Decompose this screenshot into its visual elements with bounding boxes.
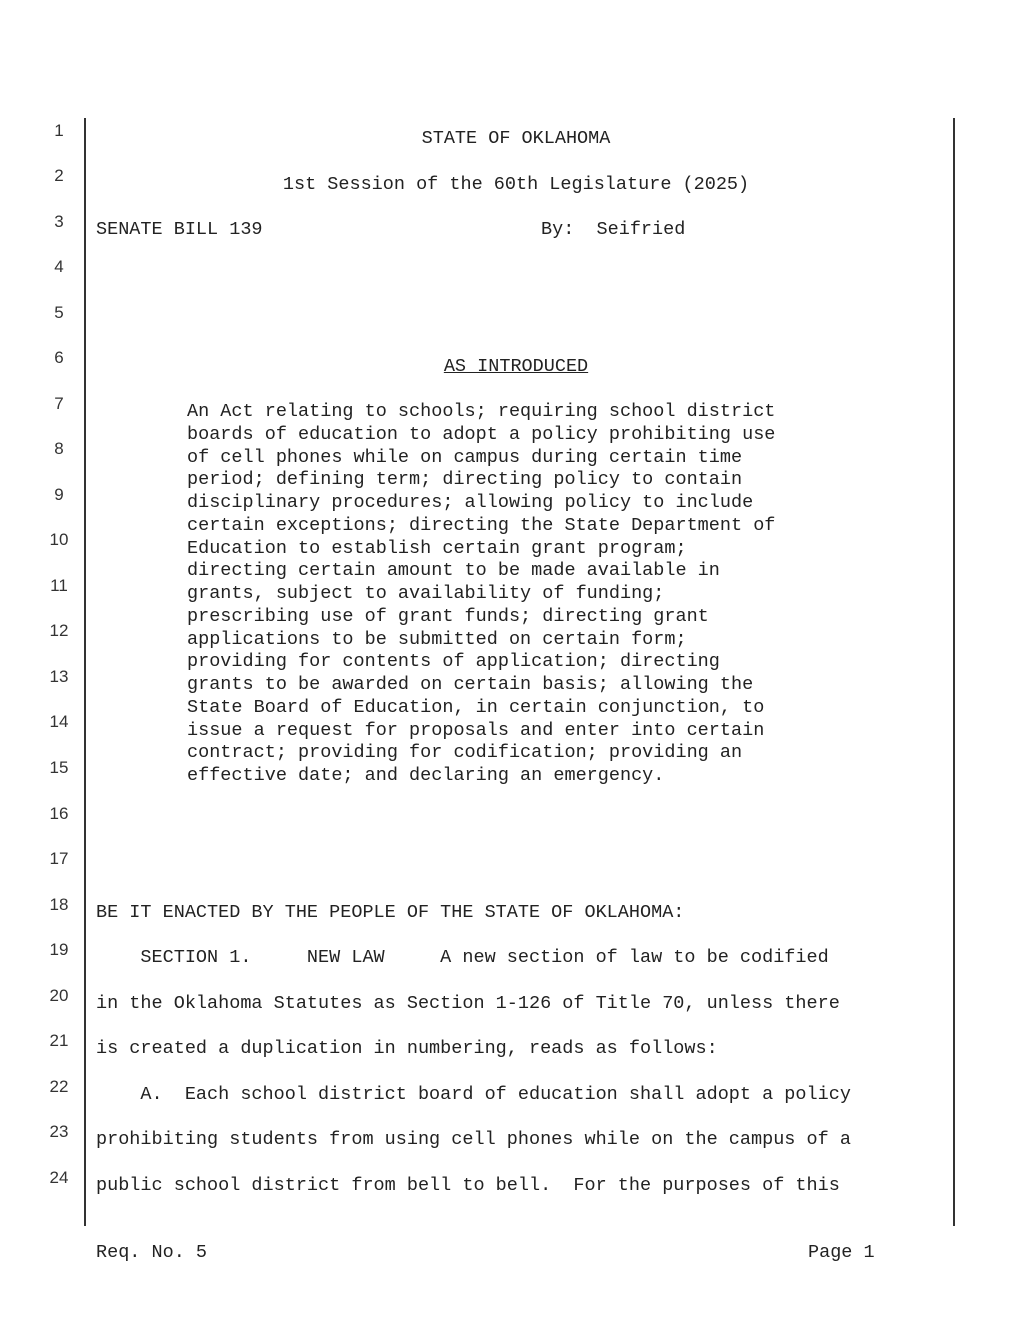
line-number: 22 [49,1077,69,1096]
line-number: 11 [50,576,68,595]
act-title-line: prescribing use of grant funds; directing grant [187,605,709,627]
act-title-line: grants to be awarded on certain basis; allowing the [187,674,754,695]
act-title-line: boards of education to adopt a policy prohibiting use [187,423,776,445]
body-line: SECTION 1. NEW LAW A new section of law to be codified [96,947,829,968]
session-heading: 1st Session of the 60th Legislature (2025) [282,174,750,195]
line-number: 3 [54,212,64,231]
line-number: 24 [49,1168,69,1187]
line-number: 14 [49,712,69,731]
line-number: 20 [49,986,69,1005]
act-title-line: State Board of Education, in certain conjunction, to [187,696,765,718]
left-margin-rule [84,118,86,1226]
body-line: public school district from bell to bell. For the purposes of this [96,1175,840,1196]
state-heading: STATE OF OKLAHOMA [421,128,611,149]
line-number: 5 [54,303,64,322]
act-title-line: period; defining term; directing policy to contain [187,469,743,491]
body-line: prohibiting students from using cell phones while on the campus of a [96,1129,851,1150]
act-title-line: providing for contents of application; directing [187,651,720,673]
act-title-line: disciplinary procedures; allowing policy to include [187,492,754,513]
line-number: 13 [49,667,69,686]
act-title-line: effective date; and declaring an emergency. [187,765,665,786]
page-number: Page 1 [808,1242,875,1263]
line-number: 15 [49,758,69,777]
line-number: 1 [54,121,64,140]
line-number: 18 [49,895,69,914]
act-title-line: contract; providing for codification; providing an [187,742,743,764]
line-number: 19 [49,940,69,959]
line-number: 21 [49,1031,69,1050]
body-line: is created a duplication in numbering, reads as follows: [96,1038,718,1059]
line-number: 16 [49,804,69,823]
line-number: 4 [54,257,64,276]
line-number: 12 [49,621,69,640]
act-title-line: grants, subject to availability of funding; [187,583,665,604]
line-number: 6 [54,348,64,367]
line-number: 17 [49,849,69,868]
line-number: 7 [54,394,64,413]
line-number: 23 [49,1122,69,1141]
body-line: A. Each school district board of education shall adopt a policy [96,1084,851,1105]
act-title-line: An Act relating to schools; requiring school district [187,401,776,422]
bill-number: SENATE BILL 139 [96,219,263,240]
body-line: in the Oklahoma Statutes as Section 1-126 of Title 70, unless there [96,993,840,1014]
act-title-line: Education to establish certain grant program; [187,537,687,559]
bill-status-label: AS INTRODUCED [443,356,589,377]
line-number: 8 [54,439,64,458]
bill-status [96,356,936,378]
bill-author: By: Seifried [541,219,686,240]
enacting-clause: BE IT ENACTED BY THE PEOPLE OF THE STATE OF OKLAHOMA: [96,902,685,923]
line-number: 10 [49,530,69,549]
act-title-line: directing certain amount to be made available in [187,560,720,582]
act-title-line: issue a request for proposals and enter into certain [187,719,765,741]
request-number: Req. No. 5 [96,1242,208,1263]
act-title-line: applications to be submitted on certain form; [187,628,687,650]
right-margin-rule [953,118,955,1226]
act-title-line: of cell phones while on campus during certain time [187,446,743,468]
line-number: 9 [54,485,64,504]
act-title-line: certain exceptions; directing the State Department of [187,514,776,536]
act-title [187,401,867,788]
line-number: 2 [54,166,64,185]
